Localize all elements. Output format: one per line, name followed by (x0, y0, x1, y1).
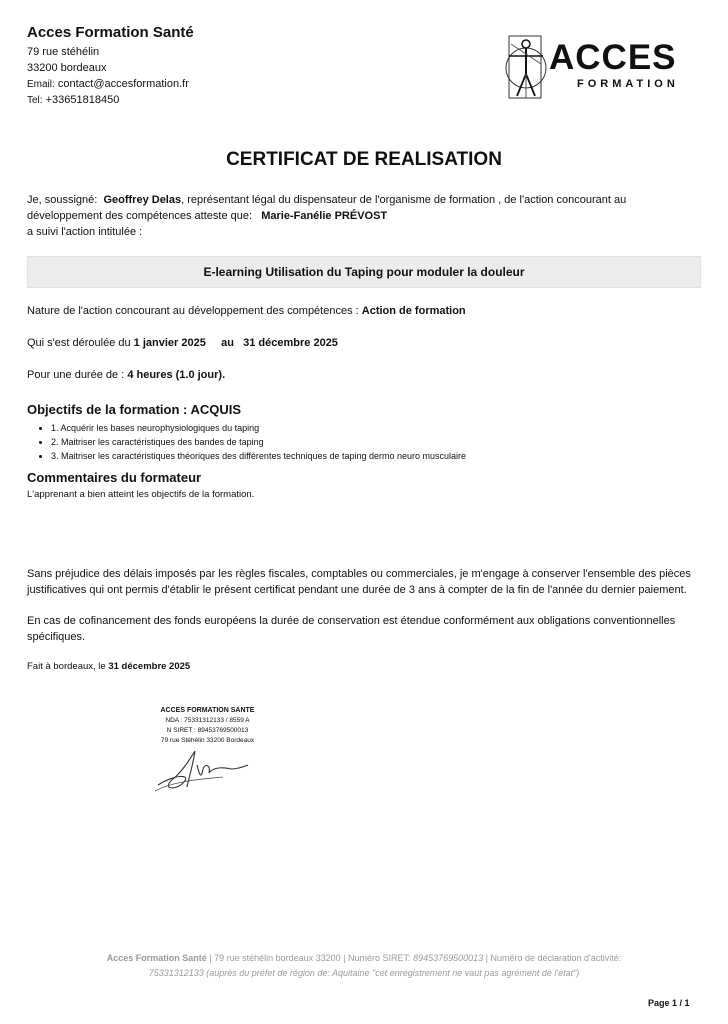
dates-to: au (221, 337, 234, 349)
company-stamp (140, 706, 275, 746)
dates-label: Qui s'est déroulée du (27, 337, 131, 349)
done-at-line (27, 659, 697, 675)
comments-text: L'apprenant a bien atteint les objectifs de la formation. (27, 489, 255, 500)
duration-line (27, 367, 697, 383)
intro-suffix: a suivi l'action intitulée : (27, 226, 143, 238)
done-date: 31 décembre 2025 (108, 661, 191, 672)
logo-subtitle: FORMATION (577, 78, 679, 90)
org-street: 79 rue stéhélin (27, 46, 100, 58)
course-title-box (27, 256, 701, 288)
tel-label: Tel: (27, 95, 43, 106)
objective-item: • 1. Acquérir les bases neurophysiologiques du taping (51, 421, 466, 435)
footer-address: | 79 rue stéhélin bordeaux 33200 | Numéro SIRET: (209, 953, 411, 963)
intro-paragraph (27, 192, 697, 240)
course-title: E-learning Utilisation du Taping pour moduler la douleur (203, 265, 525, 279)
email-value: contact@accesformation.fr (57, 78, 189, 90)
legal-paragraph-2: En cas de cofinancement des fonds européens la durée de conservation est étendue conformément aux obligations conventionnelles spécifiques. (27, 615, 676, 643)
objectives-list (33, 421, 466, 463)
footer-org: Acces Formation Santé (106, 953, 207, 963)
acces-logo (505, 28, 695, 103)
learner-name: Marie-Fanélie PRÉVOST (261, 210, 388, 222)
org-name: Acces Formation Santé (27, 24, 194, 41)
footer-siret: 89453769500013 (413, 953, 484, 963)
org-email-line (27, 77, 189, 92)
objectives-title: Objectifs de la formation : ACQUIS (27, 402, 242, 417)
nature-label: Nature de l'action concourant au développement des compétences : (27, 305, 359, 317)
stamp-siret: N SIRET : 89453769500013 (166, 727, 249, 734)
footer-decl-label: | Numéro de déclaration d'activité: (485, 953, 622, 963)
page-title: CERTIFICAT DE REALISATION (226, 149, 502, 170)
stamp-address: 79 rue Stéhélin 33200 Bordeaux (160, 737, 255, 744)
done-at-label: Fait à bordeaux, le (27, 661, 106, 672)
legal-paragraph-1: Sans préjudice des délais imposés par les règles fiscales, comptables ou commerciales, je m'engage à conserver l'ensemble des pièces justificatives qui ont permis d'établir le présent certificat pendant une durée de 3 ans à compter de la fin de l'année du dernier paiement. (27, 568, 691, 596)
intro-middle: , représentant légal du dispensateur de l'organisme de formation , de l'action concourant au développement des compétences atteste que: (27, 194, 627, 222)
email-label: Email: (27, 79, 55, 90)
dates-line (27, 335, 697, 351)
intro-prefix: Je, soussigné: (27, 194, 98, 206)
org-tel-line (27, 93, 119, 108)
duration-value: 4 heures (1.0 jour). (127, 369, 226, 381)
comments-title: Commentaires du formateur (27, 470, 202, 485)
page-number: Page 1 / 1 (648, 998, 690, 1008)
date-start: 1 janvier 2025 (133, 337, 206, 349)
stamp-name: ACCES FORMATION SANTE (160, 707, 255, 714)
objective-item: • 3. Maitriser les caractéristiques théoriques des différentes techniques de taping dermo neuro musculaire (51, 449, 466, 463)
duration-label: Pour une durée de : (27, 369, 125, 381)
page-footer (0, 951, 728, 981)
handwritten-signature (153, 745, 253, 793)
org-city: 33200 bordeaux (27, 62, 107, 74)
stamp-nda: NDA : 75331312133 / 8559 A (165, 717, 250, 724)
nature-value: Action de formation (361, 305, 466, 317)
date-end: 31 décembre 2025 (243, 337, 338, 349)
nature-line (27, 303, 697, 319)
tel-value: +33651818450 (45, 94, 120, 106)
footer-decl-value: 75331312133 (auprès du préfet de région de: Aquitaine "cet enregistrement ne vaut pas agrément de l'état") (148, 968, 580, 978)
signer-name: Geoffrey Delas (103, 194, 182, 206)
logo-title: ACCES (549, 38, 677, 77)
vitruvian-man-icon (505, 30, 547, 102)
objective-item: • 2. Maitriser les caractéristiques des bandes de taping (51, 435, 466, 449)
